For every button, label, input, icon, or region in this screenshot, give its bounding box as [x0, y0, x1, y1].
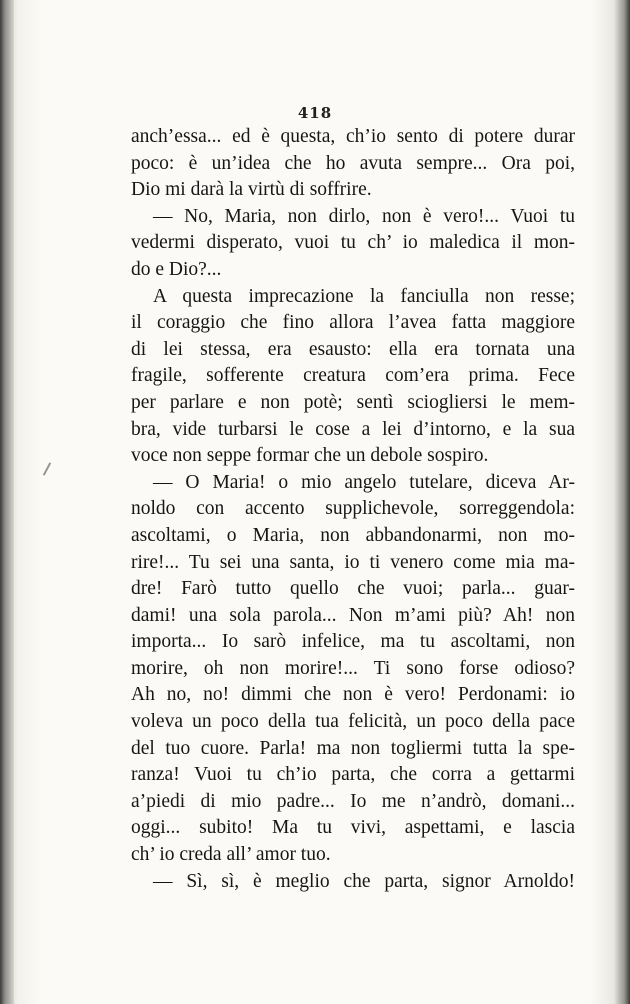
page-number: 418	[297, 104, 333, 122]
text-line: anch’essa... ed è questa, ch’io sento di potere durar	[131, 126, 575, 147]
text-line: voce non seppe formar che un debole sospiro.	[131, 445, 489, 467]
text-line: dre! Farò tutto quello che vuoi; parla... guar-	[131, 578, 575, 600]
text-line: — Sì, sì, è meglio che parta, signor Arnoldo!	[153, 870, 575, 892]
text-line: rire!... Tu sei una santa, io ti venero come mia ma-	[131, 551, 575, 573]
text-line: A questa imprecazione la fanciulla non resse;	[153, 285, 575, 307]
text-line: di lei stessa, era esausto: ella era tornata una	[131, 338, 575, 360]
text-line: vedermi disperato, vuoi tu ch’ io maledica il mon-	[131, 232, 575, 254]
text-line: poco: è un’idea che ho avuta sempre... Ora poi,	[131, 152, 575, 174]
stray-pencil-mark	[43, 462, 51, 475]
text-line: noldo con accento supplichevole, sorreggendola:	[131, 498, 575, 520]
text-line: ascoltami, o Maria, non abbandonarmi, non mo-	[131, 524, 575, 546]
text-line: Dio mi darà la virtù di soffrire.	[131, 179, 372, 201]
text-line: voleva un poco della tua felicità, un poco della pace	[131, 711, 575, 733]
text-line: per parlare e non potè; sentì sciogliersi le mem-	[131, 391, 575, 413]
text-line: do e Dio?...	[131, 258, 222, 280]
text-line: ch’ io creda all’ amor tuo.	[131, 844, 331, 866]
text-line: — O Maria! o mio angelo tutelare, diceva Ar-	[153, 471, 575, 493]
page-binding-shadow	[0, 0, 14, 1004]
text-line: fragile, sofferente creatura com’era prima. Fece	[131, 365, 575, 387]
page-edge-shadow	[614, 0, 630, 1004]
text-line: morire, oh non morire!... Ti sono forse odioso?	[131, 657, 575, 679]
text-line: oggi... subito! Ma tu vivi, aspettami, e lascia	[131, 817, 575, 839]
text-line: il coraggio che fino allora l’avea fatta maggiore	[131, 312, 575, 334]
text-line: dami! una sola parola... Non m’ami più? Ah! non	[131, 604, 575, 626]
text-line: del tuo cuore. Parla! ma non togliermi tutta la spe-	[131, 737, 575, 759]
body-text	[131, 124, 575, 895]
text-line: a’piedi di mio padre... Io me n’andrò, domani...	[131, 790, 575, 812]
text-line: ranza! Vuoi tu ch’io parta, che corra a gettarmi	[131, 764, 575, 786]
text-line: — No, Maria, non dirlo, non è vero!... Vuoi tu	[153, 205, 575, 227]
text-line: importa... Io sarò infelice, ma tu ascoltami, non	[131, 631, 575, 653]
text-line: Ah no, no! dimmi che non è vero! Perdonami: io	[131, 684, 575, 706]
text-line: bra, vide turbarsi le cose a lei d’intorno, e la sua	[131, 418, 575, 440]
